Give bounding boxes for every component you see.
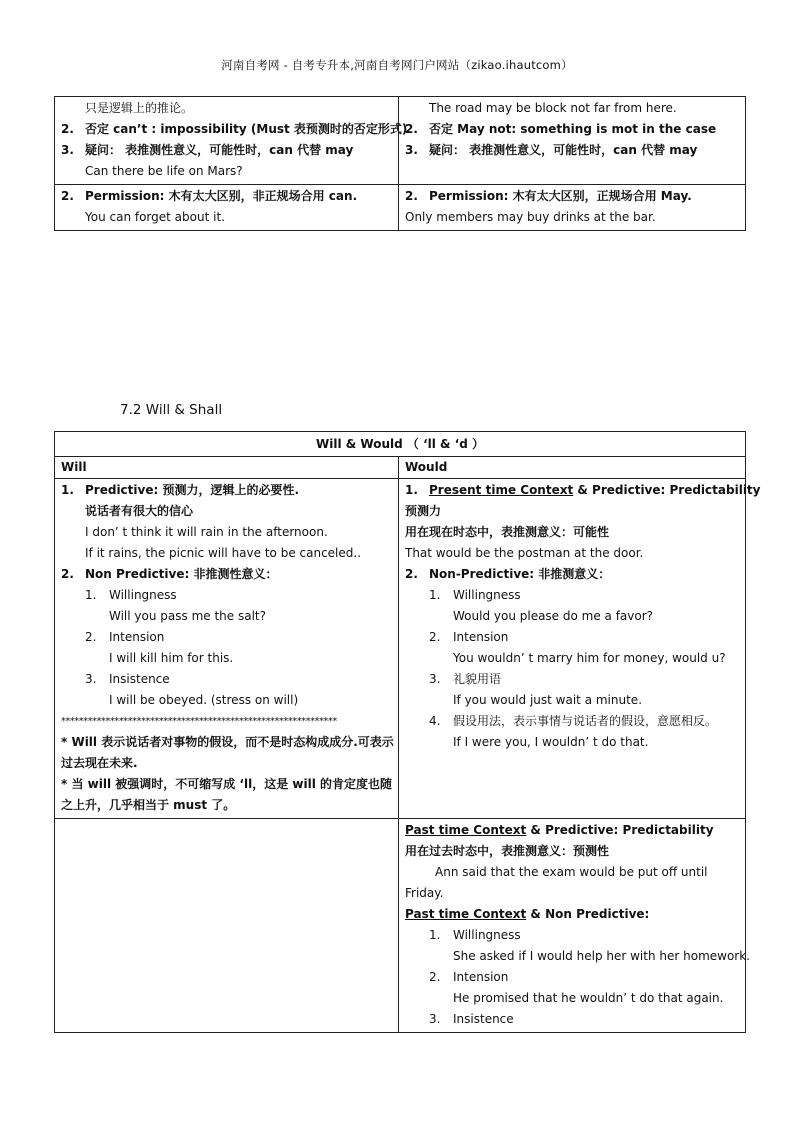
column-header-label: Will	[61, 460, 87, 474]
sub-list-item: 4. 假设用法，表示事情与说话者的假设，意愿相反。	[429, 714, 718, 728]
would-past-cell	[399, 819, 750, 1033]
example-sentence: Ann said that the exam would be put off until	[435, 865, 708, 879]
column-header-would	[399, 457, 746, 479]
divider-stars: **************************************************************	[61, 716, 337, 727]
list-item: 2. Non Predictive: 非推测性意义：	[61, 567, 278, 581]
list-item: 2. Permission: 木有太大区别，正规场合用 May.	[405, 189, 692, 203]
sub-list-item: 2. Intension	[85, 630, 165, 644]
may-cell-bottom	[399, 185, 746, 231]
sub-list-item: 2. Intension	[429, 970, 509, 984]
sub-list-item: 3. Insistence	[85, 672, 170, 686]
table-title: Will & Would （ ‘ll & ‘d ）	[316, 437, 484, 451]
text-line: 预测力	[405, 504, 442, 518]
will-empty-cell	[55, 819, 399, 1033]
note-line: 之上升，几乎相当于 must 了。	[61, 798, 236, 812]
list-item: 2. Permission: 木有太大区别，非正规场合用 can.	[61, 189, 358, 203]
will-content-cell	[55, 479, 399, 819]
text-line: 只是逻辑上的推论。	[85, 101, 194, 115]
example-sentence: Would you please do me a favor?	[453, 609, 654, 623]
can-cell-top	[55, 97, 408, 185]
list-item: 1. Present time Context & Predictive: Predictability	[405, 483, 761, 497]
list-item: 3. 疑问： 表推测性意义，可能性时，can 代替 may	[61, 143, 354, 157]
may-cell-top	[399, 97, 746, 185]
example-sentence: He promised that he wouldn’ t do that again.	[453, 991, 724, 1005]
modal-can-may-table	[54, 96, 746, 231]
note-line: * 当 will 被强调时，不可缩写成 ‘ll，这是 will 的肯定度也随	[61, 777, 392, 791]
example-sentence: That would be the postman at the door.	[405, 546, 644, 560]
section-title: 7.2 Will & Shall	[120, 402, 223, 418]
example-sentence: The road may be block not far from here.	[429, 101, 677, 115]
list-item: 3. 疑问： 表推测性意义，可能性时，can 代替 may	[405, 143, 698, 157]
text-line: 用在过去时态中，表推测意义：预测性	[405, 844, 610, 858]
would-content-cell	[399, 479, 761, 819]
example-sentence: I don’ t think it will rain in the afternoon.	[85, 525, 328, 539]
example-sentence: If you would just wait a minute.	[453, 693, 643, 707]
example-sentence: Only members may buy drinks at the bar.	[405, 210, 656, 224]
example-sentence: You wouldn’ t marry him for money, would u?	[453, 651, 726, 665]
example-sentence: She asked if I would help her with her homework.	[453, 949, 750, 963]
example-sentence: Will you pass me the salt?	[109, 609, 266, 623]
list-item: 1. Predictive: 预测力，逻辑上的必要性.	[61, 483, 300, 497]
list-item: 2. 否定 May not: something is mot in the case	[405, 122, 717, 136]
sub-list-item: 3. Insistence	[429, 1012, 514, 1026]
note-line: 过去现在未来.	[61, 756, 138, 770]
sub-list-item: 1. Willingness	[429, 588, 521, 602]
sub-list-item: 1. Willingness	[429, 928, 521, 942]
example-sentence: If I were you, I wouldn’ t do that.	[453, 735, 649, 749]
page-header: 河南自考网 - 自考专升本,河南自考网门户网站（zikao.ihautcom）	[221, 58, 573, 72]
sub-list-item: 3. 礼貌用语	[429, 672, 502, 686]
sub-list-item: 2. Intension	[429, 630, 509, 644]
text-line: 用在现在时态中，表推测意义：可能性	[405, 525, 610, 539]
column-header-will	[55, 457, 399, 479]
text-line: 说话者有很大的信心	[85, 504, 194, 518]
example-sentence: If it rains, the picnic will have to be canceled..	[85, 546, 362, 560]
example-sentence: I will be obeyed. (stress on will)	[109, 693, 299, 707]
will-would-table	[54, 431, 761, 1033]
example-sentence: Can there be life on Mars?	[85, 164, 243, 178]
sub-list-item: 1. Willingness	[85, 588, 177, 602]
column-header-label: Would	[405, 460, 448, 474]
note-line: * Will 表示说话者对事物的假设，而不是时态构成成分.可表示	[61, 735, 394, 749]
list-item: 2. 否定 can’t : impossibility (Must 表预测时的否定形式)	[61, 122, 408, 136]
section-heading: Past time Context & Predictive: Predictability	[405, 823, 714, 837]
example-sentence: Friday.	[405, 886, 444, 900]
table-title-cell	[55, 432, 746, 457]
list-item: 2. Non-Predictive: 非推测意义：	[405, 567, 611, 581]
example-sentence: I will kill him for this.	[109, 651, 234, 665]
can-cell-bottom	[55, 185, 399, 231]
example-sentence: You can forget about it.	[85, 210, 225, 224]
section-heading: Past time Context & Non Predictive:	[405, 907, 650, 921]
